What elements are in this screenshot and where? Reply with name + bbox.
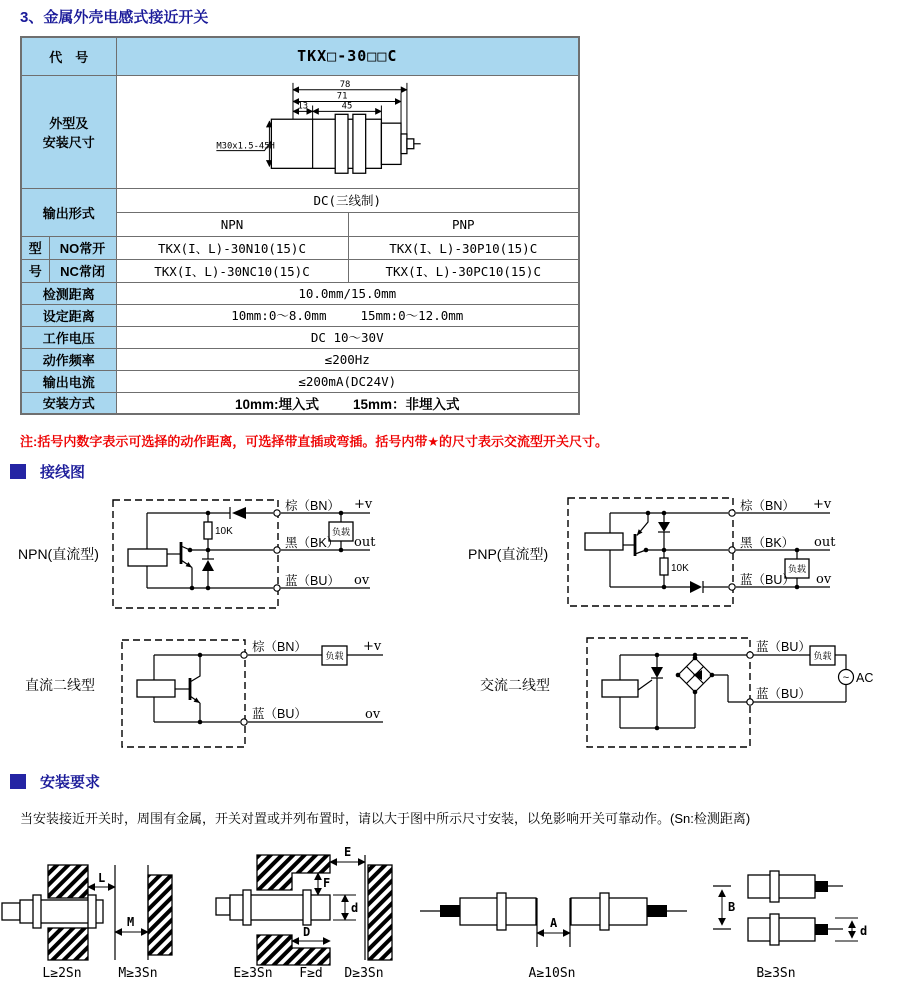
outline-label: 外型及 安装尺寸	[21, 75, 116, 188]
spec-value: 10mm:埋入式 15mm：非埋入式	[116, 392, 579, 414]
wiring-section-header: 接线图	[10, 461, 85, 482]
ac2-label: 交流二线型	[480, 677, 550, 693]
resistor-10k	[660, 550, 689, 589]
no-label: NO常开	[49, 236, 116, 259]
wire-label-blue: 蓝（BU）	[285, 574, 340, 588]
output-row	[21, 188, 579, 212]
ac-source	[839, 670, 874, 686]
install-section-header: 安装要求	[10, 771, 100, 792]
load-box	[322, 646, 347, 665]
install-note: 当安装接近开关时，周围有金属，开关对置或并列布置时，请以大于图中所示尺寸安装，以免影响开关可靠动作。(Sn:检测距离)	[20, 811, 751, 826]
wire-label-ov: ov	[354, 573, 370, 588]
terminal-black	[274, 547, 280, 553]
wire-label-out: out	[354, 535, 376, 550]
sensor-outline-drawing	[118, 76, 577, 187]
wire-label-vplus: +v	[813, 497, 832, 512]
terminal-brown	[274, 510, 280, 516]
install-diagram-flush	[2, 865, 172, 981]
install-label-L: L≥2Sn	[42, 966, 82, 981]
spec-value: ≤200mA(DC24V)	[116, 370, 579, 392]
pnp-label: PNP(直流型)	[468, 546, 549, 562]
dim-letter-M: M	[127, 915, 135, 929]
install-label-A: A≥10Sn	[528, 966, 576, 981]
terminal-blue	[241, 719, 247, 725]
dim-letter-F: F	[323, 876, 331, 890]
wire-label-brown: 棕（BN）	[252, 640, 307, 654]
wire-label-blue: 蓝（BU）	[252, 707, 307, 721]
spec-label: 输出电流	[21, 370, 116, 392]
spec-row-mounting	[21, 392, 579, 414]
spec-label: 工作电压	[21, 326, 116, 348]
oscillator-block	[137, 680, 175, 697]
dim-45: 45	[341, 101, 353, 112]
install-label-B: B≥3Sn	[756, 966, 796, 981]
model-char-bottom: 号	[21, 259, 49, 282]
ac-two-wire-diagram	[450, 630, 890, 755]
spec-row-current	[21, 370, 579, 392]
wire-label-vplus: +v	[363, 639, 382, 654]
install-label-M: M≥3Sn	[118, 966, 158, 981]
install-diagrams	[0, 840, 900, 990]
section-marker-icon	[10, 774, 26, 789]
spec-label: 设定距离	[21, 304, 116, 326]
model-char-top: 型	[21, 236, 49, 259]
thyristor	[638, 653, 663, 731]
dim-letter-d2: d	[860, 924, 868, 938]
pnp-wiring-diagram	[450, 496, 850, 618]
oscillator-block	[585, 533, 623, 550]
bridge-rectifier	[676, 653, 728, 702]
install-label-F: F≥d	[299, 966, 323, 981]
wire-label-blue-top: 蓝（BU）	[756, 640, 811, 654]
load-box	[810, 646, 835, 665]
diode-symbol	[690, 581, 703, 593]
spec-row-distance	[21, 282, 579, 304]
spec-value: ≤200Hz	[116, 348, 579, 370]
dim-letter-B: B	[728, 900, 736, 914]
terminal-blue	[274, 585, 280, 591]
wire-label-brown: 棕（BN）	[740, 499, 795, 513]
wire-label-blue: 蓝（BU）	[740, 573, 795, 587]
dim-letter-d: d	[351, 901, 359, 915]
sensor-side-view	[216, 890, 330, 925]
footnote: 注:括号内数字表示可选择的动作距离，可选择带直插或弯插。括号内带★的尺寸表示交流型开关尺寸。	[20, 434, 608, 449]
wire-label-ov: ov	[365, 707, 381, 722]
resistor-10k	[204, 511, 233, 553]
col-header-pnp: PNP	[348, 212, 579, 236]
spec-label: 检测距离	[21, 282, 116, 304]
code-label: 代 号	[21, 37, 116, 75]
no-pnp-value: TKX(I、L)-30P10(15)C	[348, 236, 579, 259]
spec-label: 动作频率	[21, 348, 116, 370]
install-label-E: E≥3Sn	[233, 966, 273, 981]
terminal-blue	[729, 584, 735, 590]
diode-symbol	[230, 507, 246, 519]
oscillator-block	[602, 680, 638, 697]
code-row	[21, 37, 579, 75]
outline-row	[21, 75, 579, 188]
npn-transistor	[167, 542, 194, 590]
outline-drawing-cell	[116, 75, 579, 188]
dim-letter-E: E	[344, 845, 352, 859]
sensor-side-view	[2, 895, 103, 928]
dim-78: 78	[339, 79, 351, 90]
ac-label: AC	[856, 671, 874, 685]
dim-letter-L: L	[98, 871, 106, 885]
thread-label: M30x1.5-45H	[216, 141, 275, 152]
page-title: 3、金属外壳电感式接近开关	[20, 9, 209, 26]
dc2-label: 直流二线型	[25, 677, 95, 693]
zener-diode	[658, 511, 670, 553]
dim-letter-D: D	[303, 925, 311, 939]
wire-label-black: 黑（BK）	[285, 536, 340, 550]
wire-label-black: 黑（BK）	[740, 536, 795, 550]
nc-label: NC常闭	[49, 259, 116, 282]
code-value: TKX□-30□□C	[116, 37, 579, 75]
spec-value: 10mm:0～8.0mm 15mm:0～12.0mm	[116, 304, 579, 326]
model-no-row	[21, 236, 579, 259]
wire-label-vplus: +v	[354, 497, 373, 512]
svg-text:~: ~	[842, 672, 850, 684]
pnp-transistor	[623, 511, 650, 556]
spec-table	[20, 36, 580, 415]
wire-label-blue-bottom: 蓝（BU）	[756, 687, 811, 701]
wire-label-brown: 棕（BN）	[285, 499, 340, 513]
wire-label-out: out	[814, 535, 836, 550]
install-label-D: D≥3Sn	[344, 966, 384, 981]
spec-value: 10.0mm/15.0mm	[116, 282, 579, 304]
spec-row-frequency	[21, 348, 579, 370]
zener-diode	[202, 550, 214, 590]
spec-label: 安装方式	[21, 392, 116, 414]
terminal-brown	[241, 652, 247, 658]
terminal-blue-top	[747, 652, 753, 658]
dim-13: 13	[297, 101, 308, 112]
col-header-npn: NPN	[116, 212, 348, 236]
spec-row-voltage	[21, 326, 579, 348]
spec-row-setting	[21, 304, 579, 326]
dc-two-wire-diagram	[18, 630, 403, 755]
oscillator-block	[128, 549, 167, 566]
npn-wiring-diagram	[18, 496, 378, 618]
svg-text:10K: 10K	[215, 526, 233, 537]
output-label: 输出形式	[21, 188, 116, 236]
section-marker-icon	[10, 464, 26, 479]
model-nc-row	[21, 259, 579, 282]
svg-text:负载: 负载	[331, 527, 351, 537]
install-diagram-recessed	[216, 845, 392, 981]
svg-text:10K: 10K	[671, 563, 689, 574]
nc-npn-value: TKX(I、L)-30NC10(15)C	[116, 259, 348, 282]
terminal-blue-bottom	[747, 699, 753, 705]
svg-text:负载: 负载	[813, 651, 832, 661]
nc-pnp-value: TKX(I、L)-30PC10(15)C	[348, 259, 579, 282]
npn-label: NPN(直流型)	[18, 546, 99, 562]
dim-71: 71	[336, 91, 348, 102]
no-npn-value: TKX(I、L)-30N10(15)C	[116, 236, 348, 259]
svg-text:负载: 负载	[787, 564, 807, 574]
spec-value: DC 10～30V	[116, 326, 579, 348]
sensor-body	[271, 114, 420, 173]
terminal-brown	[729, 510, 735, 516]
svg-text:负载: 负载	[325, 651, 344, 661]
wire-label-ov: ov	[816, 572, 832, 587]
install-diagram-parallel	[713, 871, 867, 981]
terminal-black	[729, 547, 735, 553]
dim-letter-A: A	[550, 916, 558, 930]
install-diagram-opposed	[420, 893, 687, 981]
output-dc-value: DC(三线制)	[116, 188, 579, 212]
npn-transistor	[175, 653, 202, 725]
